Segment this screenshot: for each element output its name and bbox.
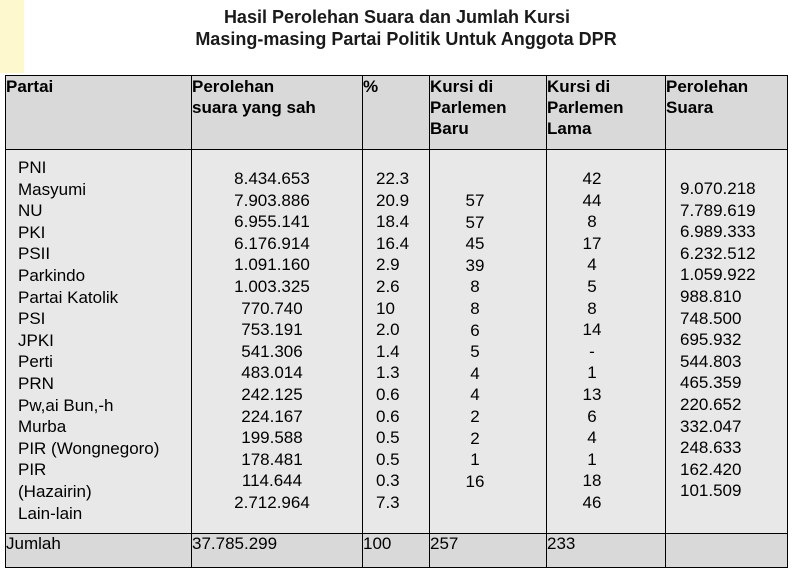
table-cell: 6.955.141 bbox=[234, 212, 310, 232]
table-cell: 242.125 bbox=[241, 384, 303, 404]
table-cell: 9.070.218 bbox=[680, 179, 756, 198]
table-cell: 1.4 bbox=[376, 341, 400, 361]
table-cell: 541.306 bbox=[241, 341, 303, 361]
table-cell: 0.5 bbox=[376, 428, 400, 448]
suara-sah-column bbox=[192, 150, 363, 534]
table-cell: 7.903.886 bbox=[234, 190, 310, 210]
table-cell: 5 bbox=[470, 342, 480, 362]
table-cell: 17 bbox=[582, 233, 602, 253]
table-cell: 5 bbox=[587, 276, 597, 296]
table-cell: 6 bbox=[470, 320, 480, 340]
table-cell: 8 bbox=[587, 298, 597, 318]
table-cell: 1.059.922 bbox=[680, 265, 756, 285]
table-cell: 57 bbox=[465, 212, 485, 232]
table-cell: 18 bbox=[582, 471, 602, 491]
table-cell: 8 bbox=[587, 212, 597, 232]
table-cell: 544.803 bbox=[680, 351, 742, 371]
footer-perolehan bbox=[666, 534, 788, 568]
table-cell: 2 bbox=[470, 406, 480, 426]
table-cell: (Hazairin) bbox=[18, 481, 92, 501]
header-perolehan-suara: Perolehan Suara bbox=[666, 76, 788, 150]
table-cell: 10 bbox=[376, 298, 395, 318]
table-cell: JPKI bbox=[18, 330, 54, 350]
table-cell: 2.6 bbox=[376, 276, 400, 296]
table-cell: 4 bbox=[587, 255, 597, 275]
table-cell: 7.3 bbox=[376, 492, 400, 512]
header-partai: Partai bbox=[6, 76, 192, 150]
table-cell: 695.932 bbox=[680, 330, 742, 350]
table-cell: 13 bbox=[582, 384, 602, 404]
table-cell: 4 bbox=[470, 385, 480, 405]
table-cell: 4 bbox=[587, 428, 597, 448]
table-cell: PRN bbox=[18, 373, 54, 393]
table-cell: 16 bbox=[465, 471, 485, 491]
header-kursi-baru: Kursi di Parlemen Baru bbox=[430, 76, 547, 150]
table-cell: 4 bbox=[470, 363, 480, 383]
table-cell: 6.176.914 bbox=[234, 233, 310, 253]
table-cell: Lain-lain bbox=[18, 503, 83, 523]
header-persen: % bbox=[363, 76, 430, 150]
table-cell: 6.232.512 bbox=[680, 243, 756, 263]
title-line-2: Masing-masing Partai Politik Untuk Anggota DPR bbox=[195, 29, 617, 49]
table-cell: Parkindo bbox=[18, 265, 86, 285]
table-cell: 46 bbox=[582, 492, 602, 512]
table-cell: 18.4 bbox=[376, 212, 410, 232]
table-cell: 224.167 bbox=[241, 406, 303, 426]
table-cell: 0.6 bbox=[376, 384, 400, 404]
table-cell: PKI bbox=[18, 222, 46, 242]
table-cell: 45 bbox=[465, 234, 485, 254]
table-cell: 8.434.653 bbox=[234, 169, 310, 188]
table-cell: - bbox=[589, 341, 595, 361]
table-cell: 1.003.325 bbox=[234, 276, 310, 296]
table-cell: 14 bbox=[582, 320, 602, 340]
table-cell: 6.989.333 bbox=[680, 222, 756, 242]
table-cell: 162.420 bbox=[680, 459, 742, 479]
table-cell: 2.712.964 bbox=[234, 492, 310, 512]
table-cell: 483.014 bbox=[241, 363, 303, 383]
table-cell: 16.4 bbox=[376, 233, 410, 253]
footer-row bbox=[6, 534, 788, 568]
table-cell: Murba bbox=[18, 417, 67, 437]
table-cell: Partai Katolik bbox=[18, 287, 119, 307]
table-cell: 1.3 bbox=[376, 363, 400, 383]
table-cell: PIR bbox=[18, 460, 47, 480]
table-cell: Perti bbox=[18, 352, 53, 372]
table-cell: 220.652 bbox=[680, 394, 742, 414]
table-cell: 2.0 bbox=[376, 320, 400, 340]
table-cell: Pw,ai Bun,-h bbox=[18, 395, 114, 415]
page-title bbox=[0, 6, 794, 50]
table-cell: 8 bbox=[470, 277, 480, 297]
table-cell: 988.810 bbox=[680, 286, 742, 306]
header-kursi-lama: Kursi di Parlemen Lama bbox=[547, 76, 666, 150]
table-cell: 0.5 bbox=[376, 449, 400, 469]
table-cell: 465.359 bbox=[680, 373, 742, 393]
table-cell: Masyumi bbox=[18, 179, 87, 199]
data-row bbox=[6, 150, 788, 534]
table-cell: 1.091.160 bbox=[234, 255, 310, 275]
table-cell: 39 bbox=[465, 255, 485, 275]
perolehan-suara-column bbox=[666, 150, 788, 534]
table-cell: 114.644 bbox=[241, 471, 303, 491]
footer-kursi-baru: 257 bbox=[430, 534, 547, 568]
title-line-1: Hasil Perolehan Suara dan Jumlah Kursi bbox=[223, 7, 571, 27]
footer-suara-sah: 37.785.299 bbox=[192, 534, 363, 568]
partai-column bbox=[6, 150, 192, 534]
table-cell: PNI bbox=[18, 158, 47, 177]
table-cell: PIR (Wongnegoro) bbox=[18, 438, 160, 458]
table-cell: 199.588 bbox=[241, 428, 303, 448]
table-cell: 2.9 bbox=[376, 255, 400, 275]
table-cell: 248.633 bbox=[680, 438, 742, 458]
persen-column bbox=[363, 150, 430, 534]
footer-label: Jumlah bbox=[6, 534, 192, 568]
table-cell: 753.191 bbox=[241, 320, 303, 340]
table-cell: 1 bbox=[470, 450, 480, 470]
table-cell: PSI bbox=[18, 309, 46, 329]
table-cell: NU bbox=[18, 201, 43, 221]
table-cell: 178.481 bbox=[241, 449, 303, 469]
table-cell: 8 bbox=[470, 298, 480, 318]
footer-persen: 100 bbox=[363, 534, 430, 568]
table-cell: 1 bbox=[587, 449, 597, 469]
header-row bbox=[6, 76, 788, 150]
table-cell: 7.789.619 bbox=[680, 200, 756, 220]
header-suara-sah: Perolehan suara yang sah bbox=[192, 76, 363, 150]
table-cell: 42 bbox=[582, 169, 602, 188]
table-cell: 22.3 bbox=[376, 169, 410, 188]
results-table bbox=[5, 75, 788, 568]
table-cell: 6 bbox=[587, 406, 597, 426]
table-cell: 332.047 bbox=[680, 416, 742, 436]
table-cell: 101.509 bbox=[680, 481, 742, 501]
table-cell: 748.500 bbox=[680, 308, 742, 328]
kursi-lama-column bbox=[547, 150, 666, 534]
kursi-baru-column bbox=[430, 150, 547, 534]
table-cell: 44 bbox=[582, 190, 602, 210]
table-cell: 0.6 bbox=[376, 406, 400, 426]
table-cell: 20.9 bbox=[376, 190, 410, 210]
table-cell: 2 bbox=[470, 428, 480, 448]
table-cell: 1 bbox=[587, 363, 597, 383]
table-cell: 0.3 bbox=[376, 471, 400, 491]
table-cell: PSII bbox=[18, 244, 51, 264]
footer-kursi-lama: 233 bbox=[547, 534, 666, 568]
table-cell: 57 bbox=[465, 191, 485, 210]
table-cell: 770.740 bbox=[241, 298, 303, 318]
